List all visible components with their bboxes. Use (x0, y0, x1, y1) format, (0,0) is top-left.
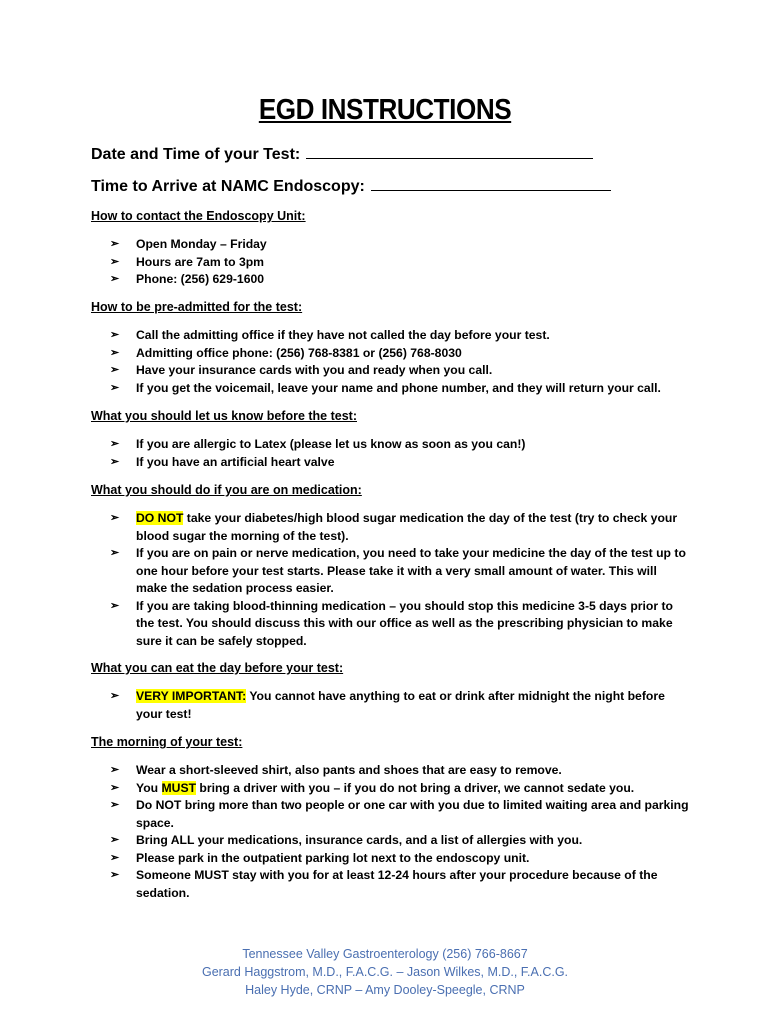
morning-list (110, 762, 690, 902)
list-item (110, 362, 690, 380)
arrow-bullet-icon: ➢ (110, 438, 120, 450)
page-title: EGD INSTRUCTIONS (258, 94, 512, 126)
list-item-text: Wear a short-sleeved shirt, also pants and shoes that are easy to remove. (136, 763, 562, 777)
list-item-text: Admitting office phone: (256) 768-8381 or (256) 768-8030 (136, 345, 462, 360)
list-item-text: Please park in the outpatient parking lot next to the endoscopy unit. (136, 850, 530, 865)
list-item-text: Call the admitting office if they have not called the day before your test. (136, 328, 550, 342)
list-item (110, 271, 690, 289)
arrow-bullet-icon: ➢ (110, 346, 120, 359)
list-item-text: If you are taking blood-thinning medication – you should stop this medicine 3-5 days prior to the test. You should discuss this with our office as well as the prescribing physician to make sure it can be safely stopped. (136, 598, 673, 648)
letusknow-heading: What you should let us know before the test: (91, 409, 357, 423)
eat-heading: What you can eat the day before your test: (91, 661, 344, 675)
list-item (110, 510, 690, 545)
list-item (110, 867, 690, 902)
list-item-text-pre: You (136, 780, 162, 795)
preadmit-list (110, 327, 690, 397)
list-item-text: Open Monday – Friday (136, 237, 267, 251)
arrow-bullet-icon: ➢ (110, 238, 120, 250)
list-item-text: Hours are 7am to 3pm (136, 254, 265, 269)
arrow-bullet-icon: ➢ (110, 851, 120, 864)
list-item (110, 545, 690, 598)
list-item-text: Do NOT bring more than two people or one car with you due to limited waiting area and parking space. (136, 798, 689, 830)
list-item (110, 345, 690, 363)
arrow-bullet-icon: ➢ (110, 455, 120, 468)
very-important-highlight: VERY IMPORTANT: (136, 689, 247, 703)
footer-practice-line: Tennessee Valley Gastroenterology (256) 766-8667 (242, 947, 528, 961)
footer-physicians-line: Gerard Haggstrom, M.D., F.A.C.G. – Jason Wilkes, M.D., F.A.C.G. (201, 965, 569, 979)
arrow-bullet-icon: ➢ (110, 599, 120, 612)
list-item (110, 688, 690, 723)
list-item (110, 762, 690, 780)
list-item-text: You cannot have anything to eat or drink after midnight the night before your test! (136, 689, 665, 721)
list-item (110, 797, 690, 832)
arrow-bullet-icon: ➢ (110, 329, 120, 341)
footer-crnp-line: Haley Hyde, CRNP – Amy Dooley-Speegle, CRNP (245, 983, 525, 997)
arrive-time-label: Time to Arrive at NAMC Endoscopy: (91, 178, 365, 195)
list-item-text: If you are on pain or nerve medication, you need to take your medicine the day of the test up to one hour before your test starts. Please take it with a very small amount of water. This will make the sedation process easier. (136, 546, 686, 595)
letusknow-list (110, 436, 690, 471)
eat-list (110, 688, 690, 723)
arrow-bullet-icon: ➢ (110, 869, 120, 881)
morning-heading: The morning of your test: (91, 735, 243, 749)
arrow-bullet-icon: ➢ (110, 781, 120, 794)
contact-list (110, 236, 690, 289)
list-item-text: bring a driver with you – if you do not bring a driver, we cannot sedate you. (196, 780, 635, 795)
list-item (110, 832, 690, 850)
page-footer (0, 945, 770, 999)
arrow-bullet-icon: ➢ (110, 273, 120, 285)
arrow-bullet-icon: ➢ (110, 690, 120, 702)
list-item (110, 598, 690, 651)
contact-heading: How to contact the Endoscopy Unit: (91, 209, 306, 223)
list-item-text: Someone MUST stay with you for at least 12-24 hours after your procedure because of the sedation. (136, 868, 658, 900)
date-time-blank[interactable] (306, 144, 593, 159)
list-item-text: If you get the voicemail, leave your name and phone number, and they will return your call. (136, 380, 661, 395)
arrow-bullet-icon: ➢ (110, 834, 120, 846)
list-item-text: take your diabetes/high blood sugar medication the day of the test (try to check your blood sugar the morning of the test). (136, 511, 678, 543)
arrow-bullet-icon: ➢ (110, 764, 120, 776)
list-item-text: Bring ALL your medications, insurance cards, and a list of allergies with you. (136, 833, 583, 847)
must-highlight: MUST (161, 780, 197, 795)
medication-list (110, 510, 690, 650)
arrow-bullet-icon: ➢ (110, 512, 120, 524)
arrow-bullet-icon: ➢ (110, 547, 120, 559)
list-item (110, 780, 690, 798)
list-item (110, 436, 690, 454)
arrow-bullet-icon: ➢ (110, 255, 120, 268)
list-item (110, 236, 690, 254)
date-time-label: Date and Time of your Test: (91, 146, 301, 163)
list-item (110, 454, 690, 472)
arrow-bullet-icon: ➢ (110, 799, 120, 811)
list-item-text: If you have an artificial heart valve (136, 454, 335, 469)
arrow-bullet-icon: ➢ (110, 381, 120, 394)
list-item (110, 850, 690, 868)
arrive-time-blank[interactable] (371, 176, 611, 191)
list-item-text: If you are allergic to Latex (please let us know as soon as you can!) (136, 437, 526, 451)
arrow-bullet-icon: ➢ (110, 364, 120, 376)
list-item (110, 380, 690, 398)
arrive-time-field (91, 176, 611, 196)
preadmit-heading: How to be pre-admitted for the test: (91, 300, 303, 314)
do-not-highlight: DO NOT (136, 511, 184, 525)
medication-heading: What you should do if you are on medication: (91, 483, 362, 497)
list-item-text: Have your insurance cards with you and ready when you call. (136, 363, 493, 377)
list-item-text: Phone: (256) 629-1600 (136, 272, 265, 286)
date-time-field (91, 144, 593, 164)
list-item (110, 327, 690, 345)
list-item (110, 254, 690, 272)
